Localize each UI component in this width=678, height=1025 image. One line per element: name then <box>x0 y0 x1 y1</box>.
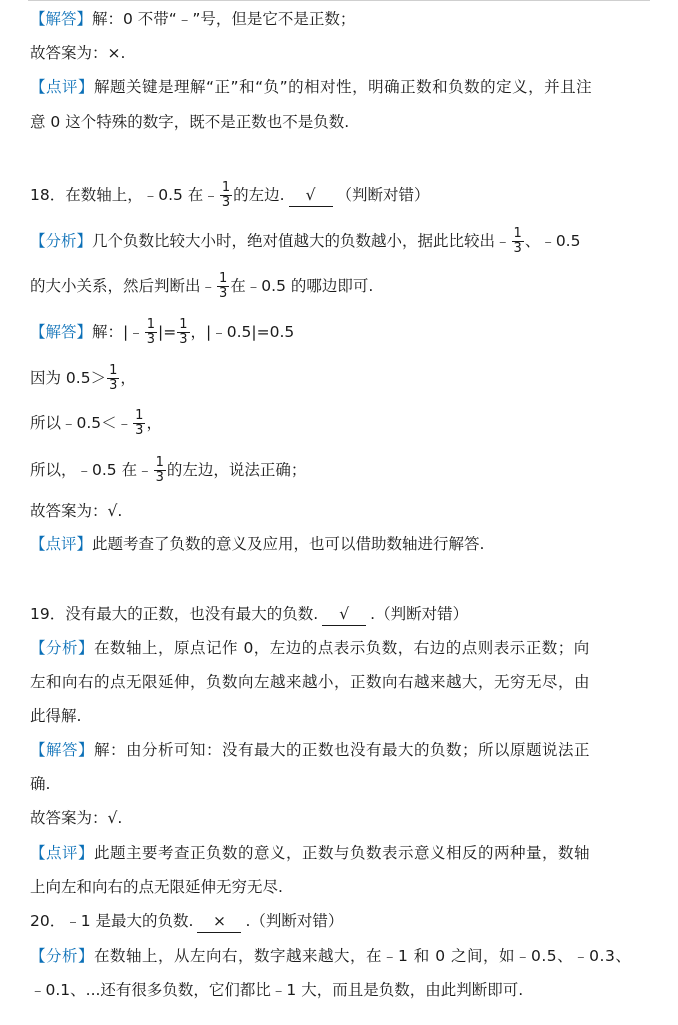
q17-jieda <box>30 8 650 30</box>
fraction: $\frac{1}{3}$ <box>219 271 228 301</box>
answer-blank: √ <box>289 184 333 207</box>
q19-question: 19．没有最大的正数，也没有最大的负数. √ .（判断对错） <box>30 603 650 626</box>
q18-jieda: 【解答】解：|﹣ $\frac{1}{3}$ |= $\frac{1}{3}$ ，|﹣0.5|=0.5 <box>30 317 295 347</box>
q19-fenxi-line2: 左和向右的点无限延伸，负数向左越来越小，正数向右越来越大，无穷无尽，由 <box>30 673 591 691</box>
jieda-tag: 【解答】 <box>30 10 93 28</box>
q17-jieda-text: 解：0 不带“﹣”号，但是它不是正数； <box>92 10 356 28</box>
q17-answer: 故答案为：×. <box>30 44 126 62</box>
q18-question: 18．在数轴上，﹣0.5 在﹣ $\frac{1}{3}$ 的左边. √ （判断对错） <box>30 180 430 210</box>
jieda-tag: 【解答】 <box>30 741 95 759</box>
q18-dianping: 【点评】此题考查了负数的意义及应用，也可以借助数轴进行解答. <box>30 535 485 553</box>
q17-dianping-line2: 意 0 这个特殊的数字，既不是正数也不是负数. <box>30 113 350 131</box>
fenxi-tag: 【分析】 <box>30 232 93 250</box>
answer-blank: × <box>197 910 241 933</box>
q19-dianping-line2: 上向左和向右的点无限延伸无穷无尽. <box>30 878 283 896</box>
q18-fenxi-line2: 的大小关系，然后判断出﹣ $\frac{1}{3}$ 在﹣0.5 的哪边即可. <box>30 271 374 301</box>
q19-dianping: 【点评】此题主要考查正负数的意义，正数与负数表示意义相反的两种量，数轴 <box>30 844 591 862</box>
fraction: $\frac{1}{3}$ <box>221 180 231 210</box>
fenxi-tag: 【分析】 <box>30 639 95 657</box>
q18-so: 所以﹣0.5＜﹣ $\frac{1}{3}$ ， <box>30 408 162 438</box>
q18-fenxi: 【分析】几个负数比较大小时，绝对值越大的负数越小，据此比较出﹣ $\frac{1}{3}$ 、﹣0.5 <box>30 226 581 256</box>
answer-blank: √ <box>322 603 366 626</box>
q17-dianping-text: 解题关键是理解“正”和“负”的相对性，明确正数和负数的定义，并且注 <box>94 78 593 96</box>
fraction: $\frac{1}{3}$ <box>513 226 522 256</box>
q19-jieda: 【解答】解：由分析可知：没有最大的正数也没有最大的负数；所以原题说法正 <box>30 741 591 759</box>
q17-dianping <box>30 76 650 98</box>
q18-answer: 故答案为：√. <box>30 502 123 520</box>
q19-fenxi: 【分析】在数轴上，原点记作 0，左边的点表示负数，右边的点则表示正数；向 <box>30 639 590 657</box>
fraction: $\frac{1}{3}$ <box>155 455 164 485</box>
jieda-tag: 【解答】 <box>30 323 93 341</box>
dianping-tag: 【点评】 <box>30 535 93 553</box>
top-divider <box>28 0 650 1</box>
q18-because: 因为 0.5＞ $\frac{1}{3}$ ， <box>30 363 136 393</box>
q19-jieda-line2: 确. <box>30 775 51 793</box>
dianping-tag: 【点评】 <box>30 78 95 96</box>
q20-fenxi-line2: ﹣0.1、...还有很多负数，它们都比﹣1 大，而且是负数，由此判断即可. <box>30 981 524 999</box>
dianping-tag: 【点评】 <box>30 844 95 862</box>
q19-fenxi-line3: 此得解. <box>30 707 82 725</box>
q20-fenxi: 【分析】在数轴上，从左向右，数字越来越大，在﹣1 和 0 之间，如﹣0.5、﹣0.3、 <box>30 947 632 965</box>
fraction: $\frac{1}{3}$ <box>135 408 144 438</box>
q20-question: 20．﹣1 是最大的负数. × .（判断对错） <box>30 910 650 933</box>
fraction: $\frac{1}{3}$ <box>179 317 188 347</box>
fraction: $\frac{1}{3}$ <box>109 363 118 393</box>
q19-answer: 故答案为：√. <box>30 809 123 827</box>
q18-so2: 所以，﹣0.5 在﹣ $\frac{1}{3}$ 的左边，说法正确； <box>30 455 307 485</box>
fraction: $\frac{1}{3}$ <box>146 317 156 347</box>
q18-number: 18．在数轴上，﹣0.5 在﹣ <box>30 186 219 204</box>
fenxi-tag: 【分析】 <box>30 947 95 965</box>
